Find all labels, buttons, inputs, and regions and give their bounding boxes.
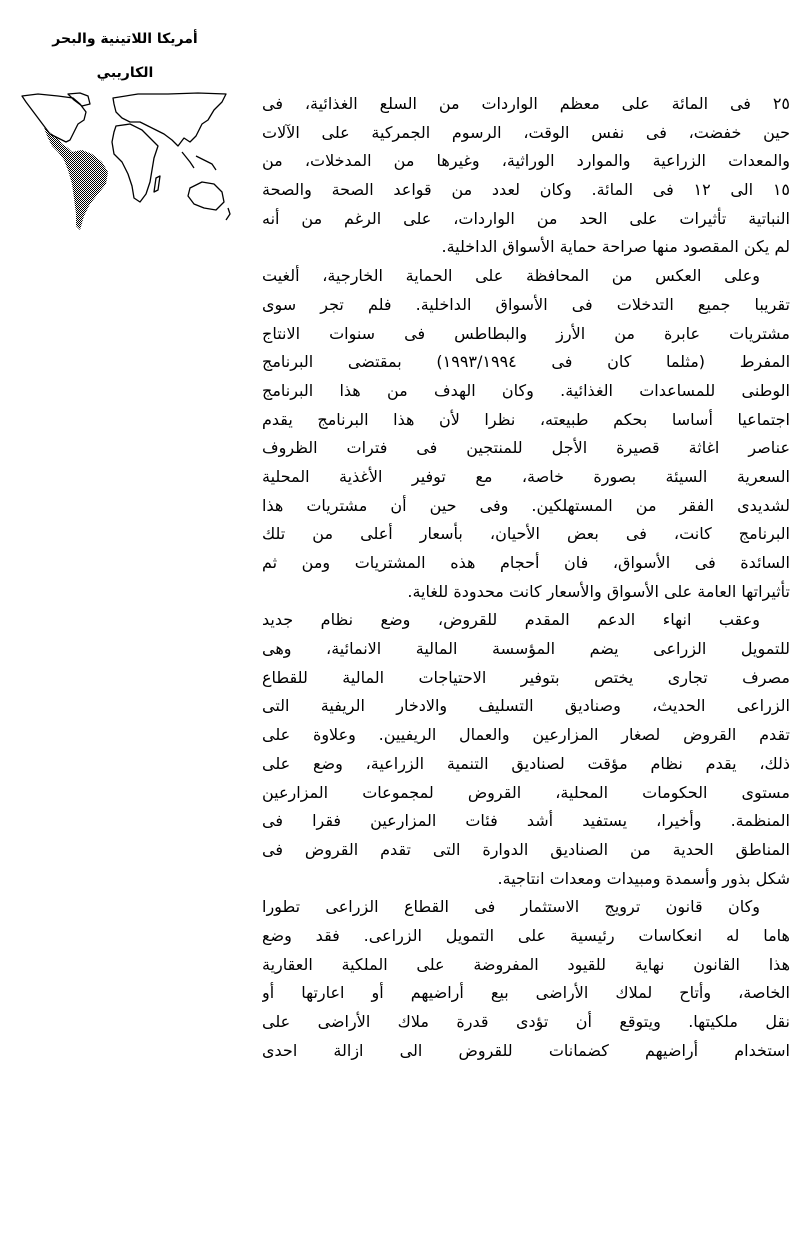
text-line: للتمويل الزراعى يضم المؤسسة المالية الانمائية، وهى — [262, 639, 790, 659]
region-heading — [20, 22, 230, 90]
article-body — [262, 90, 790, 1065]
indonesia-outline — [182, 152, 216, 170]
text-line: الوطنى للمساعدات الغذائية. وكان الهدف من هذا البرنامج — [262, 380, 790, 400]
region-heading-line-2: الكاريبي — [96, 65, 154, 81]
text-line: وعلى العكس من المحافظة على الحماية الخارجية، ألغيت — [262, 266, 760, 286]
text-line: تأثيراتها العامة على الأسواق والأسعار كانت محدودة للغاية. — [407, 581, 790, 601]
text-line: مصرف تجارى يختص بتوفير الاحتياجات المالية للقطاع — [262, 667, 790, 687]
text-line: والمعدات الزراعية والموارد الوراثية، وغيرها من المدخلات، من — [262, 151, 790, 171]
text-line: الزراعى الحديث، وصناديق التسليف والادخار الريفية التى — [262, 696, 790, 716]
text-line: شكل بذور وأسمدة ومبيدات ومعدات انتاجية. — [497, 868, 790, 888]
text-line: السائدة فى الأسواق، فان أحجام هذه المشتريات ومن ثم — [262, 553, 790, 572]
new-zealand-outline — [226, 208, 230, 220]
text-line: لم يكن المقصود منها صراحة حماية الأسواق الداخلية. — [441, 237, 790, 257]
text-line: تقريبا جميع التدخلات فى الأسواق الداخلية. فلم تجر سوى — [262, 294, 790, 314]
text-line: حين خفضت، فى نفس الوقت، الرسوم الجمركية على الآلات — [262, 122, 790, 142]
greenland-outline — [68, 93, 90, 106]
text-line: ذلك، يقدم نظام مؤقت لصناديق التنمية الزراعية، وضع على — [262, 753, 790, 773]
text-line: ١٥ الى ١٢ فى المائة. وكان لعدد من قواعد الصحة والصحة — [262, 180, 790, 200]
text-line: اجتماعيا أساسا بحكم طبيعته، نظرا لأن هذا البرنامج يقدم — [262, 409, 790, 429]
text-line: نقل ملكيتها. ويتوقع أن تؤدى قدرة ملاك الأراضى على — [262, 1012, 790, 1031]
text-line: مشتريات عابرة من الأرز والبطاطس فى سنوات الانتاج — [262, 323, 790, 343]
text-line: الخاصة، وأتاح لملاك الأراضى بيع أراضيهم أو اعارتها أو — [262, 983, 790, 1003]
latin-america-highlight — [44, 128, 108, 230]
text-line: لشديدى الفقر من المستهلكين. وفى حين أن مشتريات هذا — [262, 495, 790, 515]
text-line: البرنامج كانت، فى بعض الأحيان، بأسعار أعلى من تلك — [262, 524, 790, 544]
text-line: مستوى الحكومات المحلية، القروض لمجموعات المزارعين — [262, 782, 790, 802]
world-map-icon — [18, 90, 234, 235]
region-heading-line-1: أمريكا اللاتينية والبحر — [52, 31, 198, 47]
text-line: استخدام أراضيهم كضمانات للقروض الى ازالة احدى — [262, 1040, 790, 1060]
text-line: السعرية السيئة بصورة خاصة، مع توفير الأغذية المحلية — [262, 466, 790, 486]
text-line: المفرط (مثلما كان فى ١٩٩٣/١٩٩٤) بمقتضى البرنامج — [262, 352, 790, 372]
australia-outline — [188, 182, 224, 210]
text-line: ٢٥ فى المائة على معظم الواردات من السلع الغذائية، فى — [262, 94, 790, 113]
text-line: هاما له انعكاسات رئيسية على التمويل الزراعى. فقد وضع — [262, 925, 790, 945]
text-line: وعقب انهاء الدعم المقدم للقروض، وضع نظام جديد — [262, 610, 760, 630]
text-line: هذا القانون نهاية للقيود المفروضة على الملكية العقارية — [262, 954, 790, 974]
text-line: النباتية تأثيرات على الحد من الواردات، على الرغم من أنه — [262, 208, 790, 228]
africa-outline — [112, 124, 158, 202]
madagascar-outline — [154, 176, 160, 192]
text-line: وكان قانون ترويج الاستثمار فى القطاع الزراعى تطورا — [262, 897, 760, 917]
text-line: المنظمة. وأخيرا، يستفيد أشد فئات المزارعين فقرا فى — [262, 811, 790, 831]
text-line: المناطق الحدية من الصناديق الدوارة التى تقدم القروض فى — [262, 839, 790, 859]
text-line: عناصر اغاثة قصيرة الأجل للمنتجين فى فترات الظروف — [262, 438, 790, 458]
eurasia-outline — [113, 93, 226, 146]
text-line: تقدم القروض لصغار المزارعين والعمال الريفيين. وعلاوة على — [262, 725, 790, 745]
